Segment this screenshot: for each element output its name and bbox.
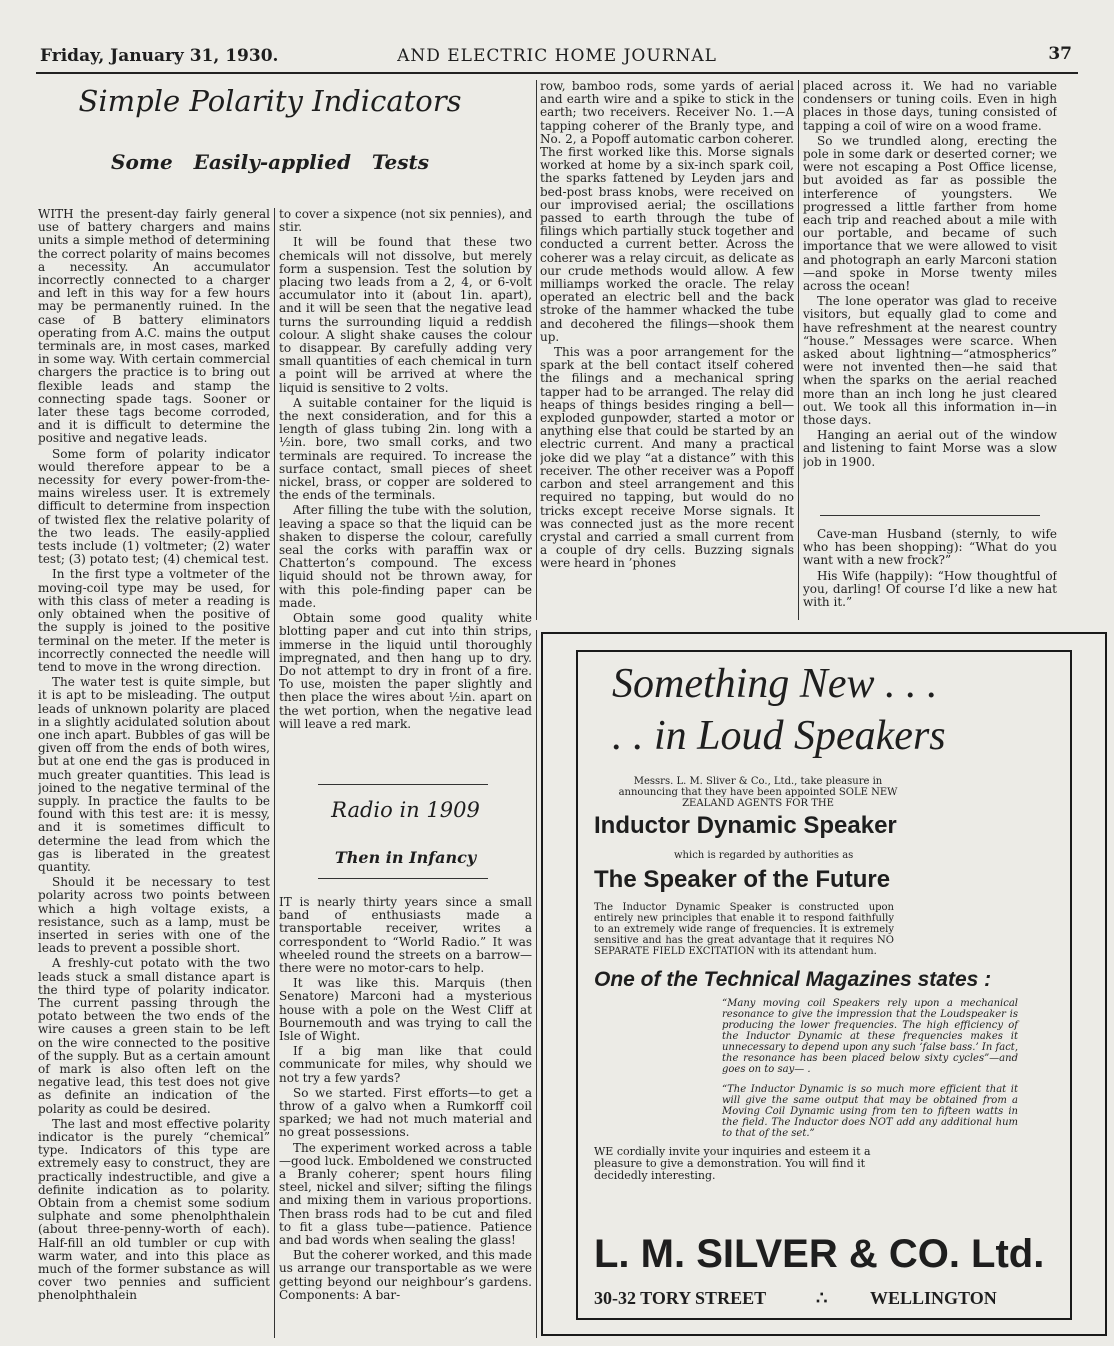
paragraph: WITH the present-day fairly general use of battery chargers and mains units a simple method of determining the correct polarity of mains becomes a necessity. An accumulator incorrectly connected to a charger and left in this way for a few hours may be permanently ruined. In the case of B battery eliminators operating from A.C. mains the output terminals are, in most cases, marked in some way. With certain commercial chargers the practice is to bring out flexible leads and stamp the connecting spade tags. Sooner or later these tags become corroded, and it is difficult to determine the positive and negative leads.: [38, 208, 270, 446]
paragraph: It was like this. Marquis (then Senatore) Marconi had a mysterious house with a pole on the West Cliff at Bournemouth and was trying to call the Isle of Wight.: [279, 976, 532, 1044]
ad-body: The Inductor Dynamic Speaker is constructed upon entirely new principles that enable it to respond faithfully to an extremely wide range of frequencies. It is extremely sensitive and has the great advantage that it requires NO SEPARATE FIELD EXCITATION with its attendant hum.: [594, 902, 894, 957]
page-header: [36, 44, 1078, 74]
paragraph: Cave-man Husband (sternly, to wife who has been shopping): “What do you want with a new frock?”: [803, 528, 1057, 568]
article1-column1: [38, 208, 270, 1338]
paragraph: So we trundled along, erecting the pole in some dark or deserted corner; we were not escaping a Post Office license, but avoided as far as possible the interference of youngsters. We progressed a little farther from home each trip and reached about a mile with our portable, and became of such importance that we were allowed to visit and photograph an early Marconi station—and spoke in Morse twenty miles across the ocean!: [803, 133, 1057, 294]
ad-invite: WE cordially invite your inquiries and esteem it a pleasure to give a demonstration. You will find it decidedly interesting.: [594, 1145, 871, 1182]
section-divider: [318, 878, 488, 879]
paragraph: placed across it. We had no variable condensers or tuning coils. Even in high places in those days, tuning consisted of tapping a coil of wire on a wood frame.: [803, 80, 1057, 133]
ad-headline-2: . . in Loud Speakers: [612, 713, 946, 759]
paragraph: So we started. First efforts—to get a throw of a galvo when a Rumkorff coil sparked; we had not much material and no great possessions.: [279, 1085, 532, 1140]
paragraph: A suitable container for the liquid is the next consideration, and for this a length of glass tubing 2in. long with a ½in. bore, two small corks, and two terminals are required. To increase the surface contact, small pieces of sheet nickel, brass, or copper are soldered to the ends of the terminals.: [279, 395, 532, 503]
article2-column2: [279, 896, 532, 1338]
paragraph: It will be found that these two chemicals will not dissolve, but merely form a suspension. Test the solution by placing two leads from a 2, 4, or 6-volt accumulator into it (about 1in. apart), and it will be seen that the negative lead turns the surrounding liquid a reddish colour. A slight shake causes the colour to disappear. By carefully adding very small quantities of each chemical in turn a point will be arrived at where the liquid is sensitive to 2 volts.: [279, 235, 532, 395]
ad-address: 30-32 TORY STREET: [594, 1288, 767, 1308]
ad-intro: Messrs. L. M. Sliver & Co., Ltd., take pleasure in announcing that they have been appointed SOLE NEW ZEALAND AGENTS FOR THE: [618, 776, 898, 809]
ad-tagline: The Speaker of the Future: [594, 866, 891, 893]
header-journal-title: AND ELECTRIC HOME JOURNAL: [397, 46, 717, 66]
article2-column3: [540, 80, 794, 620]
article1-column2: [279, 208, 532, 774]
ad-headline-1: Something New . . .: [612, 661, 938, 707]
paragraph: This was a poor arrangement for the spark at the bell contact itself cohered the filings and a mechanical spring tapper had to be arranged. The relay did heaps of things besides ringing a bell—exploded gunpowder, started a motor or anything else that could be started by an electric current. And many a practical joke did we play “at a distance” with this receiver. The other receiver was a Popoff carbon and steel arrangement and this required no tapping, but would do no tricks except receive Morse signals. It was connected just as the more recent crystal and carried a small current from a couple of dry cells. Buzzing signals were heard in ’phones: [540, 345, 794, 571]
page-number: 37: [1048, 44, 1072, 64]
paragraph: to cover a sixpence (not six pennies), and stir.: [279, 208, 532, 235]
ad-company-name: L. M. SILVER & CO. Ltd.: [594, 1232, 1045, 1276]
column-divider: [536, 80, 537, 620]
header-date: Friday, January 31, 1930.: [40, 46, 279, 66]
section-divider: [820, 515, 1040, 516]
article-subtitle-polarity: Some Easily-applied Tests: [111, 150, 429, 174]
ad-city: WELLINGTON: [870, 1288, 997, 1308]
paragraph: A freshly-cut potato with the two leads stuck a small distance apart is the third type of polarity indicator. The current passing through the potato between the two ends of the wire causes a green stain to be left on the wire connected to the positive of the supply. But as a certain amount of mark is also often left on the negative lead, this test does not give as definite an indication of the polarity as could be desired.: [38, 956, 270, 1116]
paragraph: Some form of polarity indicator would therefore appear to be a necessity for every power-from-the-mains wireless user. It is extremely difficult to determine from inspection of twisted flex the relative polarity of the two leads. The easily-applied tests include (1) voltmeter; (2) water test; (3) potato test; (4) chemical test.: [38, 446, 270, 567]
paragraph: His Wife (happily): “How thoughtful of you, darling! Of course I’d like a new hat with it.”: [803, 568, 1057, 610]
column-divider: [798, 80, 799, 620]
paragraph: IT is nearly thirty years since a small band of enthusiasts made a transportable receiver, writes a correspondent to “World Radio.” It was wheeled round the streets on a barrow—there were no motor-cars to help.: [279, 896, 532, 976]
column-divider: [274, 208, 275, 1338]
ad-quote-2: “The Inductor Dynamic is so much more efficient that it will give the same output that may be obtained from a Moving Coil Dynamic using from ten to fifteen watts in the field. The Inductor does NOT add any additional hum to that of the set.”: [722, 1084, 1018, 1139]
column-divider: [536, 630, 537, 1338]
ad-regarded: which is regarded by authorities as: [674, 850, 854, 861]
advertisement-inner-frame: [576, 650, 1072, 1320]
article-title-radio-1909: Radio in 1909: [331, 798, 480, 822]
paragraph: If a big man like that could communicate for miles, why should we not try a few yards?: [279, 1044, 532, 1085]
paragraph: After filling the tube with the solution, leaving a space so that the liquid can be shaken to disperse the colour, carefully seal the corks with paraffin wax or Chatterton’s compound. The excess liquid should not be thrown away, for with this pole-finding paper can be made.: [279, 503, 532, 610]
paragraph: Obtain some good quality white blotting paper and cut into thin strips, immerse in the liquid until thoroughly impregnated, and then hang up to dry. Do not attempt to dry in front of a fire. To use, moisten the paper slightly and then place the wires about ½in. apart on the wet portion, when the negative lead will leave a red mark.: [279, 611, 532, 731]
paragraph: In the first type a voltmeter of the moving-coil type may be used, for with this class of meter a reading is only obtained when the positive of the supply is joined to the positive terminal on the meter. If the meter is incorrectly connected the needle will tend to move in the wrong direction.: [38, 567, 270, 674]
joke-item: [803, 528, 1057, 628]
paragraph: The water test is quite simple, but it is apt to be misleading. The output leads of unknown polarity are placed in a slightly acidulated solution about one inch apart. Bubbles of gas will be given off from the ends of both wires, but at one end the gas is produced in much greater quantities. This lead is joined to the negative terminal of the supply. In practice the faults to be found with this test are: it is messy, and it is sometimes difficult to determine the lead from which the gas is liberated in the greatest quantity.: [38, 675, 270, 874]
paragraph: But the coherer worked, and this made us arrange our transportable as we were getting beyond our neighbour’s gardens. Components: A bar-: [279, 1248, 532, 1302]
paragraph: The last and most effective polarity indicator is the purely “chemical” type. Indicators of this type are extremely easy to construct, they are practically indestructible, and give a definite indication as to polarity. Obtain from a chemist some sodium sulphate and some phenolphthalein (about three-penny-worth of each). Half-fill an old tumbler or cup with warm water, and into this place as much of the former substance as will cover two pennies and sufficient phenolphthalein: [38, 1116, 270, 1303]
paragraph: The experiment worked across a table—good luck. Emboldened we constructed a Branly coherer; spent hours filing steel, nickel and silver; sifting the filings and mixing them in various proportions. Then brass rods had to be cut and filed to fit a glass tube—patience. Patience and bad words when sealing the glass!: [279, 1140, 532, 1248]
section-divider: [318, 784, 488, 785]
article2-column4: [803, 80, 1057, 510]
paragraph: Hanging an aerial out of the window and listening to faint Morse was a slow job in 1900.: [803, 428, 1057, 469]
paragraph: row, bamboo rods, some yards of aerial and earth wire and a spike to stick in the earth; two receivers. Receiver No. 1.—A tapping coherer of the Branly type, and No. 2, a Popoff automatic carbon coherer. The first worked like this. Morse signals worked at home by a six-inch spark coil, the sparks fattened by Leyden jars and bed-post brass knobs, were received on our improvised aerial; the oscillations passed to earth through the tube of filings which partially stuck together and conducted a current better. Across the coherer was a relay circuit, as delicate as our crude methods would allow. A few milliamps worked the oracle. The relay operated an electric bell and the back stroke of the hammer whacked the tube and decohered the filings—shook them up.: [540, 80, 794, 344]
article-subtitle-radio-1909: Then in Infancy: [334, 848, 477, 867]
advertisement-box: [541, 632, 1107, 1336]
ad-quote-1: “Many moving coil Speakers rely upon a mechanical resonance to give the impression that the Loudspeaker is producing the lower frequencies. The high efficiency of the Inductor Dynamic at these frequencies makes it unnecessary to depend upon any such ‘false bass.’ In fact, the resonance has been placed below sixty cycles”—and goes on to say— .: [722, 998, 1018, 1075]
paragraph: The lone operator was glad to receive visitors, but equally glad to come and have refreshment at the nearest country “house.” Messages were scarce. When asked about lightning—“atmospherics” were not invented then—he said that when the sparks on the aerial reached more than an inch long he just cleared out. We took all this information in—in those days.: [803, 294, 1057, 428]
ad-product-name: Inductor Dynamic Speaker: [594, 812, 897, 839]
article-title-polarity: Simple Polarity Indicators: [78, 84, 462, 118]
ad-magazine-heading: One of the Technical Magazines states :: [594, 968, 992, 991]
ad-separator: ∴: [816, 1288, 828, 1308]
paragraph: Should it be necessary to test polarity across two points between which a high voltage exists, a resistance, such as a lamp, must be inserted in series with one of the leads to prevent a possible short.: [38, 875, 270, 956]
